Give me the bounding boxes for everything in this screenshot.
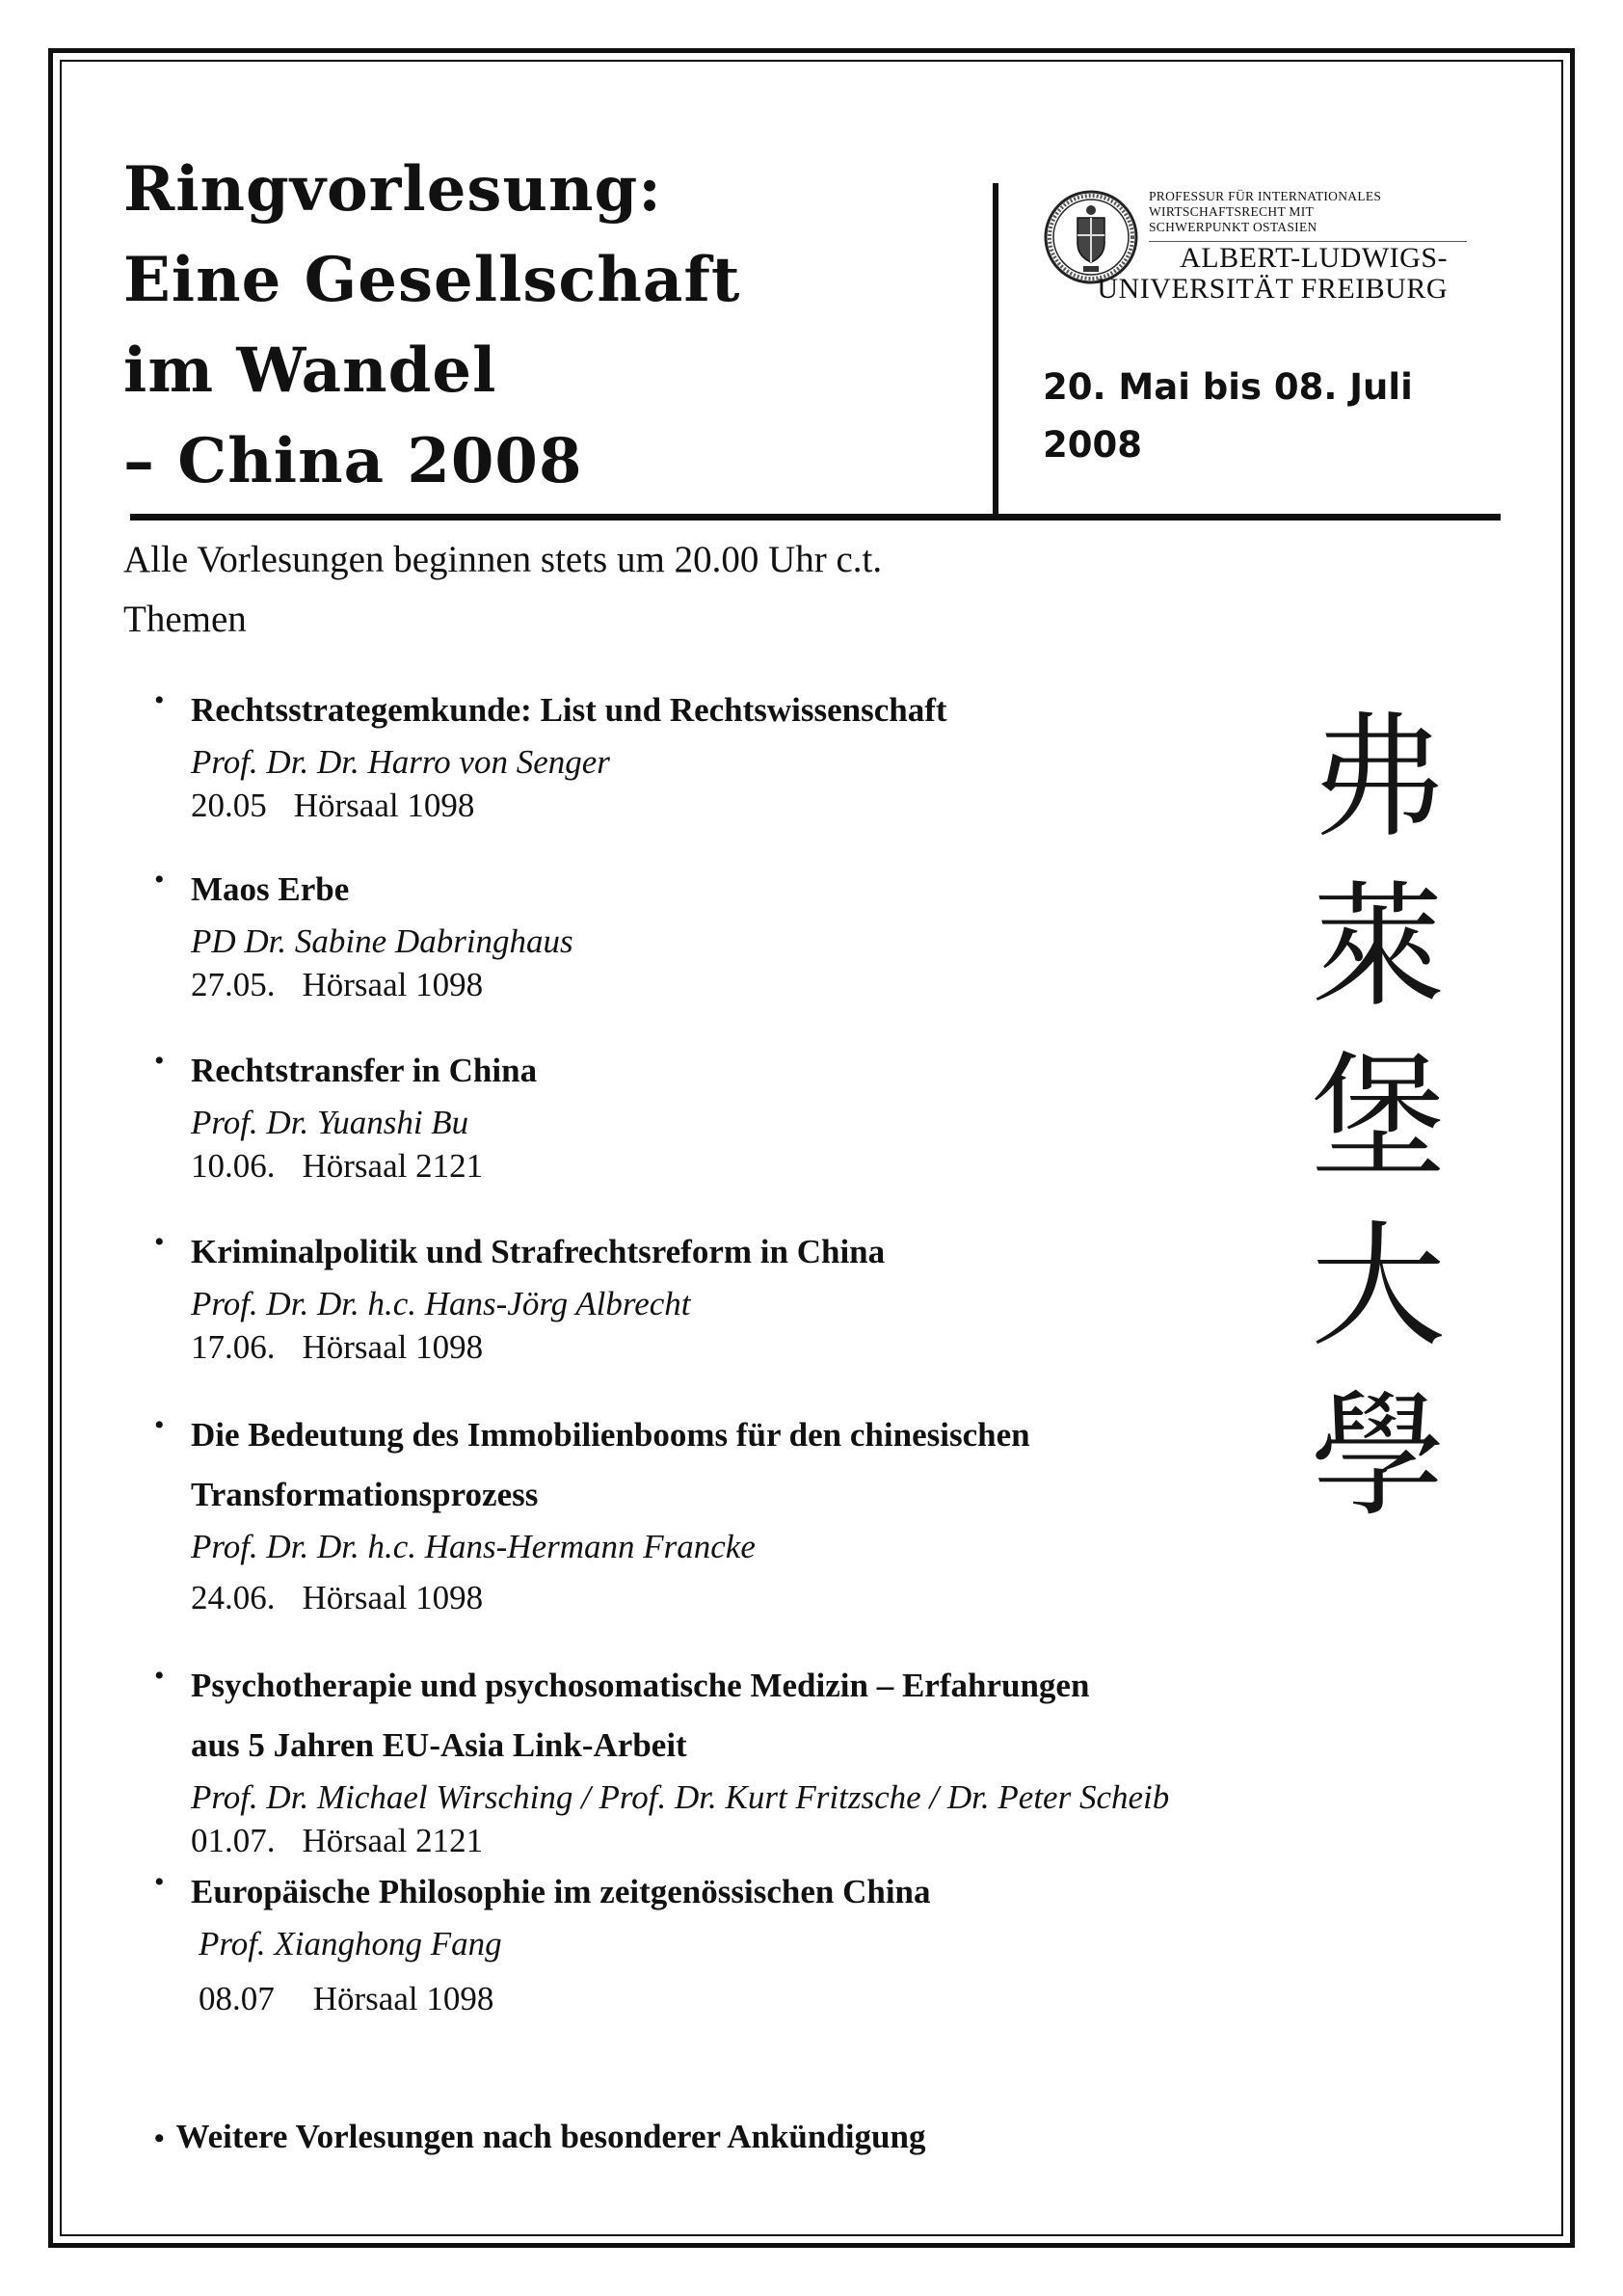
chair-name-line: PROFESSUR FÜR INTERNATIONALES [1149,189,1382,203]
lecture-slot [191,1144,1349,1188]
title-line: Ringvorlesung: [123,153,662,226]
lecture-item [154,860,1349,1006]
title-line: – China 2008 [123,425,583,497]
bullet-icon: • [154,1866,165,1898]
intro-text [123,530,882,650]
date-range-line: 2008 [1043,424,1142,466]
title-line: im Wandel [123,334,497,407]
lecture-title-continued: Transformationsprozess [191,1476,539,1513]
lecture-speaker: Prof. Dr. Dr. Harro von Senger [191,743,610,781]
calligraphy-character: 弗 [1310,700,1446,857]
title-line: Eine Gesellschaft [123,244,741,316]
calligraphy-character: 大 [1310,1209,1446,1366]
lecture-title: Rechtsstrategemkunde: List und Rechtswissenschaft [191,691,947,729]
calligraphy-character: 學 [1310,1378,1446,1535]
lecture-item [154,1405,1349,1619]
lecture-title: Rechtstransfer in China [191,1052,538,1089]
chair-name-line: SCHWERPUNKT OSTASIEN [1149,220,1317,234]
university-name-line: ALBERT-LUDWIGS- [1180,242,1448,274]
lecture-slot [199,1977,1349,2020]
lecture-title: Die Bedeutung des Immobilienbooms für den chinesischen [191,1416,1030,1454]
lecture-date: 08.07 [199,1980,275,2017]
lecture-speaker: Prof. Dr. Dr. h.c. Hans-Hermann Francke [191,1528,756,1565]
further-lectures-note [154,2107,925,2169]
calligraphy-character: 堡 [1310,1039,1446,1196]
lecture-speaker: Prof. Dr. Yuanshi Bu [191,1104,469,1141]
lecture-slot [191,1819,1349,1862]
lecture-room: Hörsaal 2121 [302,1147,484,1185]
university-name [1043,243,1448,305]
lecture-speaker: Prof. Dr. Dr. h.c. Hans-Jörg Albrecht [191,1285,691,1322]
lecture-speaker: Prof. Dr. Michael Wirsching / Prof. Dr. Kurt Fritzsche / Dr. Peter Scheib [191,1778,1170,1816]
chair-name [1149,189,1381,235]
topics-heading: Themen [123,599,247,640]
lecture-date: 01.07. [191,1822,276,1859]
lecture-item [154,1222,1349,1369]
poster-title [123,145,971,507]
lecture-item [154,1041,1349,1188]
university-logo [1043,187,1467,322]
lecture-date: 10.06. [191,1147,276,1185]
lecture-item [154,1862,1349,2020]
vertical-divider [993,183,998,516]
university-name-line: UNIVERSITÄT FREIBURG [1097,273,1448,305]
lecture-room: Hörsaal 1098 [312,1980,494,2017]
lecture-item [154,681,1349,827]
lecture-date: 20.05 [191,787,267,824]
lecture-slot [191,784,1349,827]
bullet-icon: • [154,864,165,895]
lecture-title: Psychotherapie und psychosomatische Medizin – Erfahrungen [191,1667,1090,1704]
lecture-slot [191,963,1349,1006]
bullet-icon: • [154,1226,165,1258]
lecture-date: 27.05. [191,966,276,1003]
lecture-title: Maos Erbe [191,870,350,908]
bullet-icon: • [154,1409,165,1441]
lecture-title-continued: aus 5 Jahren EU-Asia Link-Arbeit [191,1726,687,1764]
bullet-icon: • [154,1045,165,1077]
bullet-icon: • [154,684,165,716]
lecture-room: Hörsaal 1098 [302,1328,484,1366]
chair-name-line: WIRTSCHAFTSRECHT MIT [1149,204,1315,219]
date-range-line: 20. Mai bis 08. Juli [1043,366,1413,408]
lecture-room: Hörsaal 1098 [302,1579,484,1616]
calligraphy-character: 萊 [1310,869,1446,1027]
bullet-icon: • [154,2122,165,2154]
lecture-room: Hörsaal 1098 [293,787,475,824]
lecture-date: 17.06. [191,1328,276,1366]
start-time-note: Alle Vorlesungen beginnen stets um 20.00 Uhr c.t. [123,539,883,580]
lecture-speaker: PD Dr. Sabine Dabringhaus [191,922,573,960]
further-lectures-text: Weitere Vorlesungen nach besonderer Ankündigung [175,2118,926,2155]
date-range [1043,359,1413,474]
lecture-item [154,1656,1349,1862]
lecture-title: Europäische Philosophie im zeitgenössischen China [191,1873,931,1910]
chinese-calligraphy [1272,694,1484,1542]
bullet-icon: • [154,1660,165,1692]
lecture-slot [191,1576,1349,1619]
lecture-room: Hörsaal 1098 [302,966,484,1003]
lecture-speaker: Prof. Xianghong Fang [199,1925,502,1962]
lecture-room: Hörsaal 2121 [302,1822,484,1859]
lecture-slot [191,1325,1349,1369]
lecture-date: 24.06. [191,1579,276,1616]
horizontal-divider [130,514,1501,521]
lecture-title: Kriminalpolitik und Strafrechtsreform in China [191,1233,886,1270]
